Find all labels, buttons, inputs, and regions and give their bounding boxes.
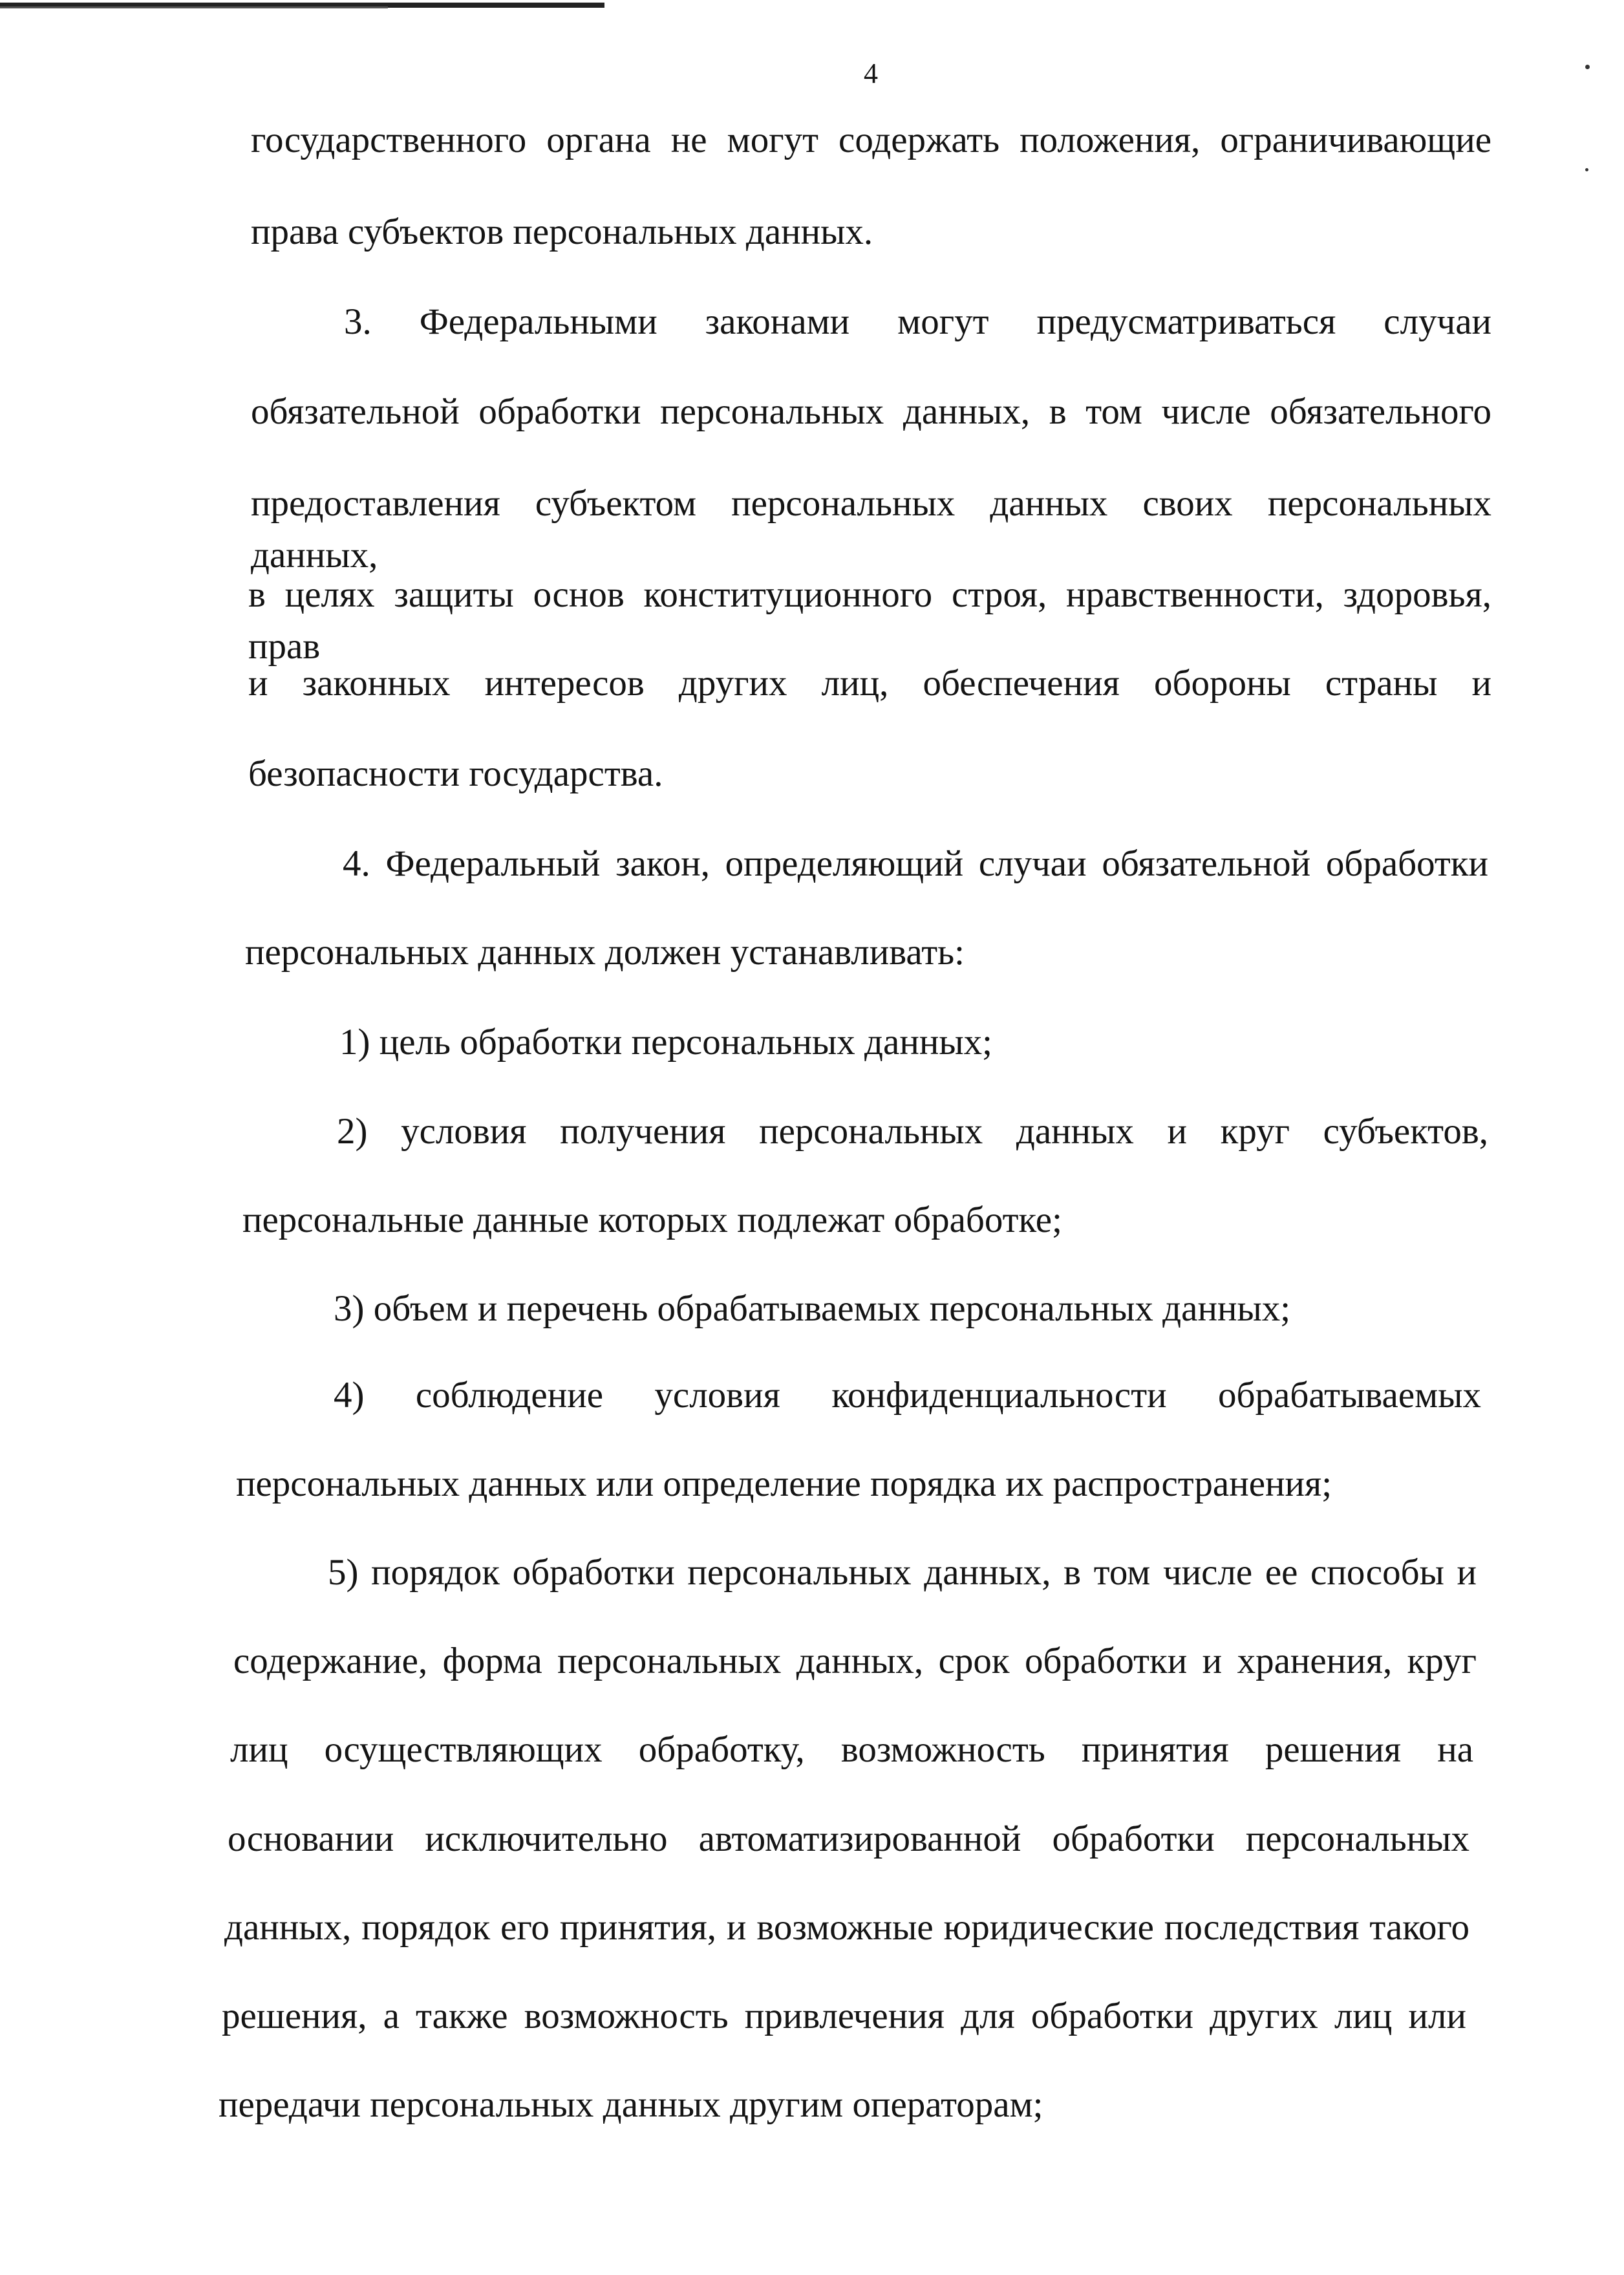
text-line: данных, порядок его принятия, и возможные юридические последствия такого (224, 1907, 1469, 1948)
text-line: государственного органа не могут содержать положения, ограничивающие (251, 120, 1491, 160)
text-line: права субъектов персональных данных. (251, 211, 873, 252)
text-line: решения, а также возможность привлечения для обработки других лиц или (222, 1996, 1466, 2036)
text-line: 4) соблюдение условия конфиденциальности обрабатываемых (334, 1375, 1481, 1416)
text-line: 2) условия получения персональных данных и круг субъектов, (337, 1111, 1488, 1152)
text-line: персональных данных должен устанавливать: (245, 932, 965, 973)
text-line: предоставления субъектом персональных данных своих персональных данных, (251, 483, 1491, 576)
scan-edge-line (0, 6, 388, 8)
text-line: передачи персональных данных другим операторам; (219, 2084, 1043, 2125)
scan-speck (1585, 168, 1588, 171)
text-line: обязательной обработки персональных данных, в том числе обязательного (251, 391, 1491, 432)
text-line: в целях защиты основ конституционного строя, нравственности, здоровья, прав (248, 574, 1491, 667)
text-line: лиц осуществляющих обработку, возможность принятия решения на (230, 1729, 1473, 1770)
text-line: 1) цель обработки персональных данных; (339, 1022, 992, 1062)
page-number: 4 (864, 58, 878, 89)
text-line: и законных интересов других лиц, обеспечения обороны страны и (248, 663, 1491, 704)
scan-speck (1585, 65, 1590, 69)
text-line: 5) порядок обработки персональных данных, в том числе ее способы и (328, 1552, 1477, 1593)
text-line: основании исключительно автоматизированной обработки персональных (228, 1818, 1469, 1859)
text-line: персональных данных или определение порядка их распространения; (236, 1463, 1332, 1504)
text-line: содержание, форма персональных данных, срок обработки и хранения, круг (233, 1641, 1477, 1681)
text-line: безопасности государства. (248, 753, 663, 794)
text-line: 3. Федеральными законами могут предусматриваться случаи (344, 301, 1491, 342)
text-line: 3) объем и перечень обрабатываемых персональных данных; (334, 1288, 1291, 1329)
text-line: 4. Федеральный закон, определяющий случаи обязательной обработки (343, 843, 1488, 884)
text-line: персональные данные которых подлежат обработке; (242, 1200, 1062, 1240)
